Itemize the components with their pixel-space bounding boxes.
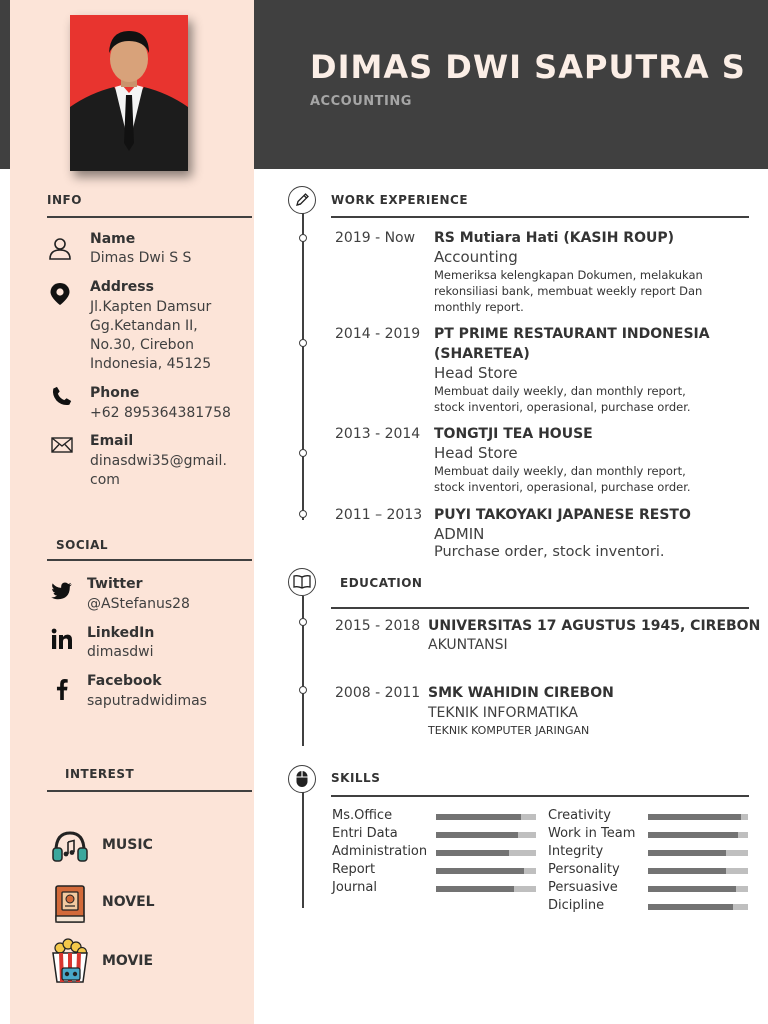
timeline-dot bbox=[299, 686, 307, 694]
work-description: rekonsiliasi bank, membuat weekly report Dan bbox=[434, 284, 703, 298]
skill-label: Creativity bbox=[548, 808, 611, 823]
work-description: Membuat daily weekly, dan monthly report, bbox=[434, 384, 686, 398]
skill-bar bbox=[436, 814, 536, 820]
skill-label: Integrity bbox=[548, 844, 604, 859]
info-divider bbox=[47, 216, 252, 218]
work-position: Head Store bbox=[434, 444, 518, 462]
address-line: Gg.Ketandan II, bbox=[90, 318, 198, 334]
skill-label: Work in Team bbox=[548, 826, 636, 841]
name-value: Dimas Dwi S S bbox=[90, 250, 192, 266]
skill-bar-fill bbox=[436, 832, 518, 838]
envelope-icon bbox=[50, 433, 74, 457]
linkedin-handle[interactable]: dimasdwi bbox=[87, 644, 154, 660]
skill-bar-fill bbox=[648, 814, 741, 820]
work-company: PT PRIME RESTAURANT INDONESIA bbox=[434, 326, 710, 342]
interest-item: MOVIE bbox=[102, 953, 154, 969]
timeline-dot bbox=[299, 234, 307, 242]
social-heading: SOCIAL bbox=[56, 538, 109, 552]
timeline-dot bbox=[299, 449, 307, 457]
skill-label: Administration bbox=[332, 844, 428, 859]
person-icon bbox=[48, 236, 72, 260]
education-divider bbox=[331, 607, 749, 609]
education-major: AKUNTANSI bbox=[428, 637, 508, 653]
interest-divider bbox=[47, 790, 252, 792]
work-description: monthly report. bbox=[434, 300, 524, 314]
work-company: PUYI TAKOYAKI JAPANESE RESTO bbox=[434, 507, 691, 523]
skill-label: Report bbox=[332, 862, 376, 877]
email-line: dinasdwi35@gmail. bbox=[90, 453, 227, 469]
work-position: Accounting bbox=[434, 248, 518, 266]
work-company: RS Mutiara Hati (KASIH ROUP) bbox=[434, 230, 675, 246]
timeline-dot bbox=[299, 510, 307, 518]
skill-bar-fill bbox=[648, 868, 726, 874]
skills-heading: SKILLS bbox=[331, 771, 381, 785]
skill-bar-fill bbox=[436, 850, 509, 856]
twitter-handle[interactable]: @AStefanus28 bbox=[87, 596, 190, 612]
skill-label: Personality bbox=[548, 862, 620, 877]
work-description: Memeriksa kelengkapan Dokumen, melakukan bbox=[434, 268, 703, 282]
linkedin-icon bbox=[50, 627, 74, 651]
address-line: Indonesia, 45125 bbox=[90, 356, 212, 372]
address-label: Address bbox=[90, 279, 154, 295]
skill-label: Journal bbox=[332, 880, 377, 895]
location-pin-icon bbox=[48, 282, 72, 306]
profile-photo bbox=[70, 15, 188, 171]
phone-label: Phone bbox=[90, 385, 140, 401]
skill-bar bbox=[436, 850, 536, 856]
headphones-icon bbox=[50, 827, 90, 867]
book-icon bbox=[50, 884, 90, 926]
interest-heading: INTEREST bbox=[65, 767, 135, 781]
work-description: Membuat daily weekly, dan monthly report, bbox=[434, 464, 686, 478]
skill-label: Persuasive bbox=[548, 880, 618, 895]
address-line: Jl.Kapten Damsur bbox=[90, 299, 212, 315]
skill-bar bbox=[648, 832, 748, 838]
skill-bar bbox=[648, 850, 748, 856]
work-heading: WORK EXPERIENCE bbox=[331, 193, 469, 207]
skill-label: Entri Data bbox=[332, 826, 398, 841]
skill-bar bbox=[436, 832, 536, 838]
work-timeline bbox=[302, 212, 304, 520]
work-years: 2013 - 2014 bbox=[335, 426, 421, 442]
facebook-handle[interactable]: saputradwidimas bbox=[87, 693, 207, 709]
work-divider bbox=[331, 216, 749, 218]
twitter-icon bbox=[50, 579, 74, 603]
skill-bar bbox=[436, 868, 536, 874]
skill-bar-fill bbox=[436, 886, 514, 892]
education-years: 2015 - 2018 bbox=[335, 618, 421, 634]
interest-item: MUSIC bbox=[102, 837, 153, 853]
education-years: 2008 - 2011 bbox=[335, 685, 421, 701]
timeline-dot bbox=[299, 339, 307, 347]
skills-divider bbox=[331, 795, 749, 797]
facebook-icon bbox=[50, 677, 74, 701]
work-years: 2014 - 2019 bbox=[335, 326, 421, 342]
skill-bar-fill bbox=[648, 832, 738, 838]
work-description: Purchase order, stock inventori. bbox=[434, 544, 665, 560]
education-major: TEKNIK INFORMATIKA bbox=[428, 705, 578, 721]
skill-label: Dicipline bbox=[548, 898, 605, 913]
interest-item: NOVEL bbox=[102, 894, 155, 910]
skill-bar-fill bbox=[648, 850, 726, 856]
skill-bar bbox=[648, 886, 748, 892]
work-position: Head Store bbox=[434, 364, 518, 382]
work-position: ADMIN bbox=[434, 525, 485, 543]
education-heading: EDUCATION bbox=[340, 576, 423, 590]
info-heading: INFO bbox=[47, 193, 82, 207]
email-line: com bbox=[90, 472, 120, 488]
work-years: 2011 – 2013 bbox=[335, 507, 423, 523]
skill-label: Ms.Office bbox=[332, 808, 393, 823]
twitter-label: Twitter bbox=[87, 576, 143, 592]
linkedin-label: LinkedIn bbox=[87, 625, 155, 641]
skill-bar bbox=[648, 814, 748, 820]
name-label: Name bbox=[90, 231, 136, 247]
social-divider bbox=[47, 559, 252, 561]
address-line: No.30, Cirebon bbox=[90, 337, 195, 353]
candidate-name: DIMAS DWI SAPUTRA S bbox=[310, 48, 746, 86]
email-label: Email bbox=[90, 433, 134, 449]
timeline-dot bbox=[299, 618, 307, 626]
education-school: SMK WAHIDIN CIREBON bbox=[428, 685, 614, 701]
skill-bar-fill bbox=[648, 886, 736, 892]
skill-bar bbox=[648, 868, 748, 874]
work-company: (SHARETEA) bbox=[434, 346, 530, 362]
skill-bar bbox=[436, 886, 536, 892]
phone-icon bbox=[50, 384, 74, 408]
skill-bar bbox=[648, 904, 748, 910]
phone-value: +62 895364381758 bbox=[90, 405, 231, 421]
mouse-icon bbox=[288, 765, 316, 793]
work-description: stock inventori, operasional, purchase order. bbox=[434, 480, 691, 494]
work-description: stock inventori, operasional, purchase order. bbox=[434, 400, 691, 414]
candidate-role: ACCOUNTING bbox=[310, 94, 412, 109]
work-company: TONGTJI TEA HOUSE bbox=[434, 426, 593, 442]
skills-timeline bbox=[302, 790, 304, 908]
facebook-label: Facebook bbox=[87, 673, 162, 689]
education-school: UNIVERSITAS 17 AGUSTUS 1945, CIREBON bbox=[428, 618, 761, 634]
education-subject: TEKNIK KOMPUTER JARINGAN bbox=[428, 724, 590, 737]
book-open-icon bbox=[288, 568, 316, 596]
pencil-icon bbox=[288, 186, 316, 214]
work-years: 2019 - Now bbox=[335, 230, 416, 246]
skill-bar-fill bbox=[436, 868, 524, 874]
popcorn-icon bbox=[48, 938, 92, 986]
skill-bar-fill bbox=[648, 904, 733, 910]
skill-bar-fill bbox=[436, 814, 521, 820]
